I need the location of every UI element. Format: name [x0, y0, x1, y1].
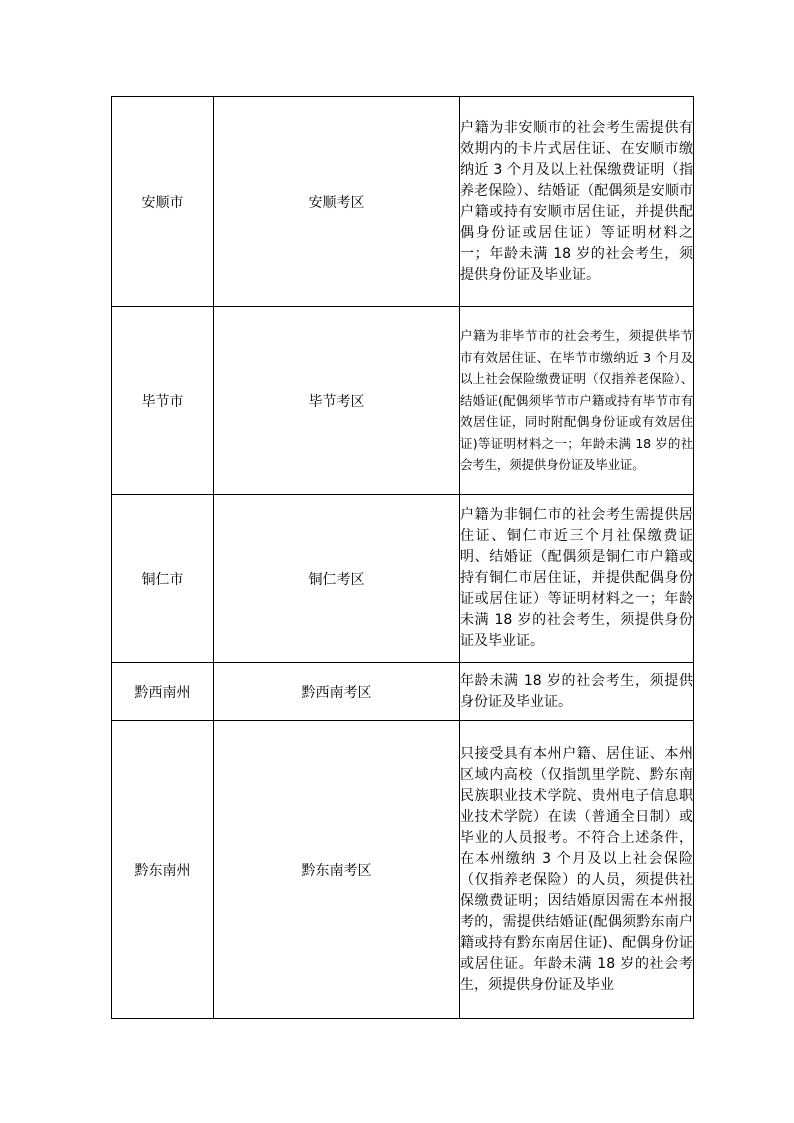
requirement-cell: 年龄未满 18 岁的社会考生，须提供身份证及毕业证。 — [460, 663, 694, 721]
city-cell: 安顺市 — [112, 97, 214, 307]
city-cell: 黔西南州 — [112, 663, 214, 721]
exam-area-cell: 安顺考区 — [214, 97, 460, 307]
table-row — [112, 663, 694, 721]
city-cell: 铜仁市 — [112, 495, 214, 663]
table-row — [112, 307, 694, 495]
city-cell: 毕节市 — [112, 307, 214, 495]
exam-area-cell: 黔东南考区 — [214, 721, 460, 1019]
requirement-cell: 户籍为非毕节市的社会考生，须提供毕节市有效居住证、在毕节市缴纳近 3 个月及以上社会保险缴费证明（仅指养老保险）、结婚证(配偶须毕节市户籍或持有毕节市有效居住证，同时附配偶身份证或有效居住证)等证明材料之一；年龄未满 18 岁的社会考生，须提供身份证及毕业证。 — [460, 307, 694, 495]
table-row — [112, 495, 694, 663]
requirement-cell: 只接受具有本州户籍、居住证、本州区域内高校（仅指凯里学院、黔东南民族职业技术学院、贵州电子信息职业技术学院）在读（普通全日制）或毕业的人员报考。不符合上述条件，在本州缴纳 3 个月及以上社会保险（仅指养老保险）的人员，须提供社保缴费证明；因结婚原因需在本州报考的，需提供结婚证(配偶须黔东南户籍或持有黔东南居住证)、配偶身份证或居住证。年龄未满 18 岁的社会考生，须提供身份证及毕业 — [460, 721, 694, 1019]
exam-area-cell: 铜仁考区 — [214, 495, 460, 663]
city-cell: 黔东南州 — [112, 721, 214, 1019]
requirement-cell: 户籍为非铜仁市的社会考生需提供居住证、铜仁市近三个月社保缴费证明、结婚证（配偶须是铜仁市户籍或持有铜仁市居住证，并提供配偶身份证或居住证）等证明材料之一；年龄未满 18 岁的社会考生，须提供身份证及毕业证。 — [460, 495, 694, 663]
table-row — [112, 721, 694, 1019]
exam-area-cell: 毕节考区 — [214, 307, 460, 495]
exam-region-table — [111, 96, 694, 1019]
exam-area-cell: 黔西南考区 — [214, 663, 460, 721]
table-row — [112, 97, 694, 307]
requirement-cell: 户籍为非安顺市的社会考生需提供有效期内的卡片式居住证、在安顺市缴纳近 3 个月及以上社保缴费证明（指养老保险）、结婚证（配偶须是安顺市户籍或持有安顺市居住证，并提供配偶身份证或居住证）等证明材料之一；年龄未满 18 岁的社会考生，须提供身份证及毕业证。 — [460, 97, 694, 307]
